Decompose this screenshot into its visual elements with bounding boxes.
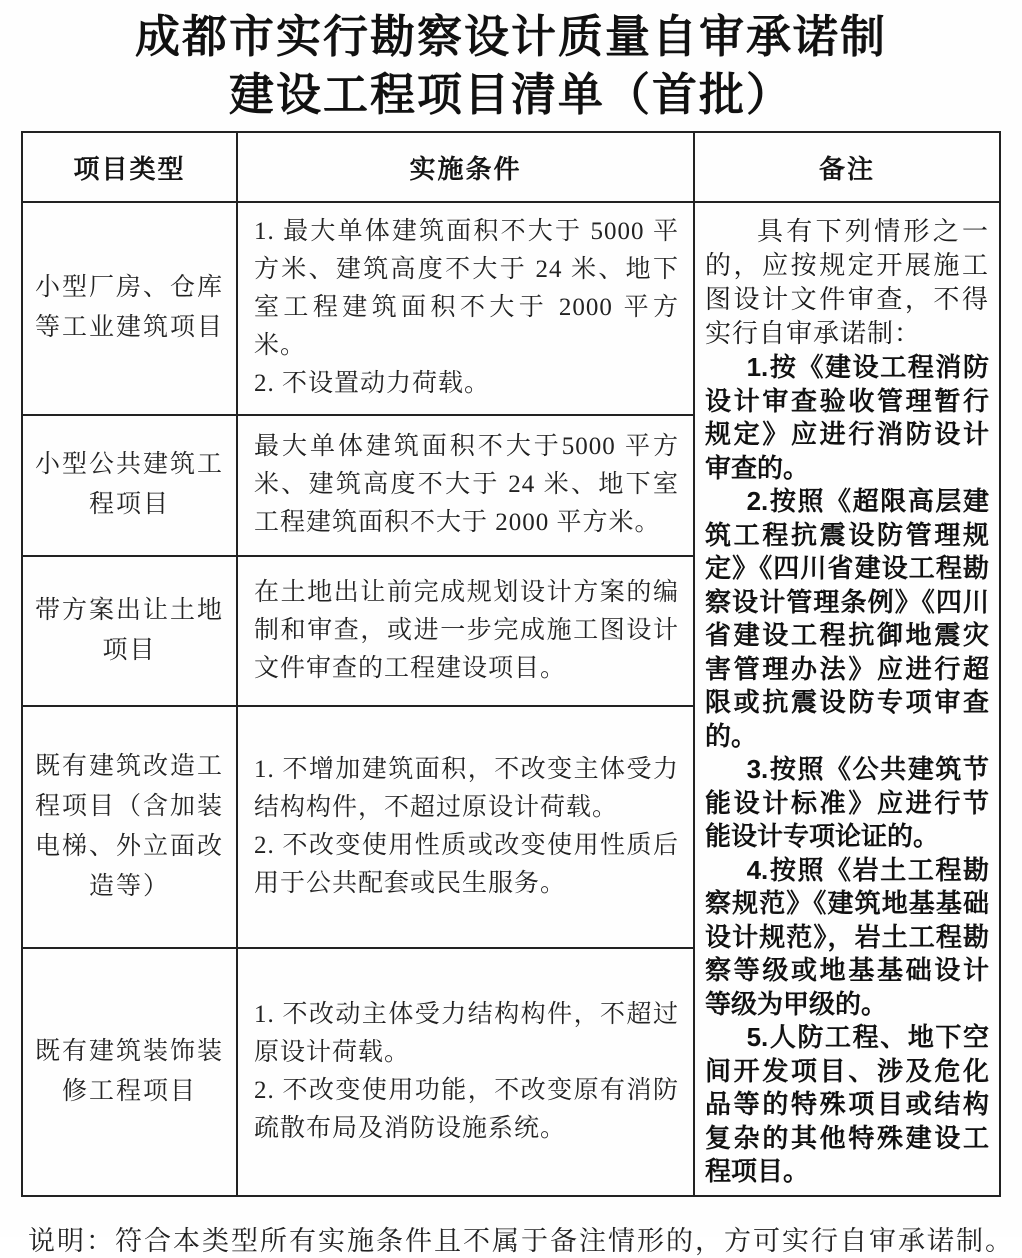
title-line-2: 建设工程项目清单（首批） — [228, 69, 793, 120]
remarks-intro: 具有下列情形之一的，应按规定开展施工图设计文件审查，不得实行自审承诺制： — [705, 217, 989, 348]
conditions-decoration — [237, 948, 694, 1196]
table-header-row — [22, 132, 1000, 202]
conditions-land — [237, 556, 694, 706]
header-project-type: 项目类型 — [22, 132, 237, 202]
project-type-land: 带方案出让土地项目 — [22, 556, 237, 706]
title-line-1: 成都市实行勘察设计质量自审承诺制 — [134, 11, 887, 62]
condition-line: 2. 不改变使用性质或改变使用性质后用于公共配套或民生服务。 — [254, 832, 679, 898]
page-title — [0, 0, 1022, 124]
condition-line: 1. 不增加建筑面积，不改变主体受力结构构件，不超过原设计荷载。 — [254, 756, 679, 822]
project-type-public: 小型公共建筑工程项目 — [22, 415, 237, 556]
condition-line: 最大单体建筑面积不大于5000 平方米、建筑高度不大于 24 米、地下室工程建筑面积不大于 2000 平方米。 — [254, 433, 679, 537]
remark-item-1: 1.按《建设工程消防设计审查验收管理暂行规定》应进行消防设计审查的。 — [705, 352, 989, 483]
condition-line: 1. 不改动主体受力结构构件，不超过原设计荷载。 — [254, 1000, 679, 1066]
conditions-industrial — [237, 202, 694, 415]
header-remarks: 备注 — [694, 132, 1000, 202]
remark-item-2: 2.按照《超限高层建筑工程抗震设防管理规定》《四川省建设工程勘察设计管理条例》《四川省建设工程抗御地震灾害管理办法》应进行超限或抗震设防专项审查的。 — [705, 486, 989, 751]
conditions-public — [237, 415, 694, 556]
conditions-renovation — [237, 706, 694, 947]
table-row-industrial — [22, 202, 1000, 415]
project-type-renovation: 既有建筑改造工程项目（含加装电梯、外立面改造等） — [22, 706, 237, 947]
header-conditions: 实施条件 — [237, 132, 694, 202]
remarks-cell — [694, 202, 1000, 1196]
project-type-decoration: 既有建筑装饰装修工程项目 — [22, 948, 237, 1196]
condition-line: 2. 不改变使用功能，不改变原有消防疏散布局及消防设施系统。 — [254, 1076, 679, 1142]
condition-line: 2. 不设置动力荷载。 — [254, 370, 491, 398]
remark-item-3: 3.按照《公共建筑节能设计标准》应进行节能设计专项论证的。 — [705, 754, 989, 851]
remark-item-5: 5.人防工程、地下空间开发项目、涉及危化品等的特殊项目或结构复杂的其他特殊建设工程项目。 — [705, 1022, 989, 1186]
condition-line: 在土地出让前完成规划设计方案的编制和审查，或进一步完成施工图设计文件审查的工程建设项目。 — [254, 579, 679, 683]
footer-note: 说明：符合本类型所有实施条件且不属于备注情形的，方可实行自审承诺制。 — [28, 1225, 1014, 1256]
project-list-table — [21, 131, 1001, 1197]
remark-item-4: 4.按照《岩土工程勘察规范》《建筑地基基础设计规范》，岩土工程勘察等级或地基基础设计等级为甲级的。 — [705, 854, 989, 1019]
condition-line: 1. 最大单体建筑面积不大于 5000 平方米、建筑高度不大于 24 米、地下室工程建筑面积不大于 2000 平方米。 — [254, 218, 679, 360]
project-type-industrial: 小型厂房、仓库等工业建筑项目 — [22, 202, 237, 415]
